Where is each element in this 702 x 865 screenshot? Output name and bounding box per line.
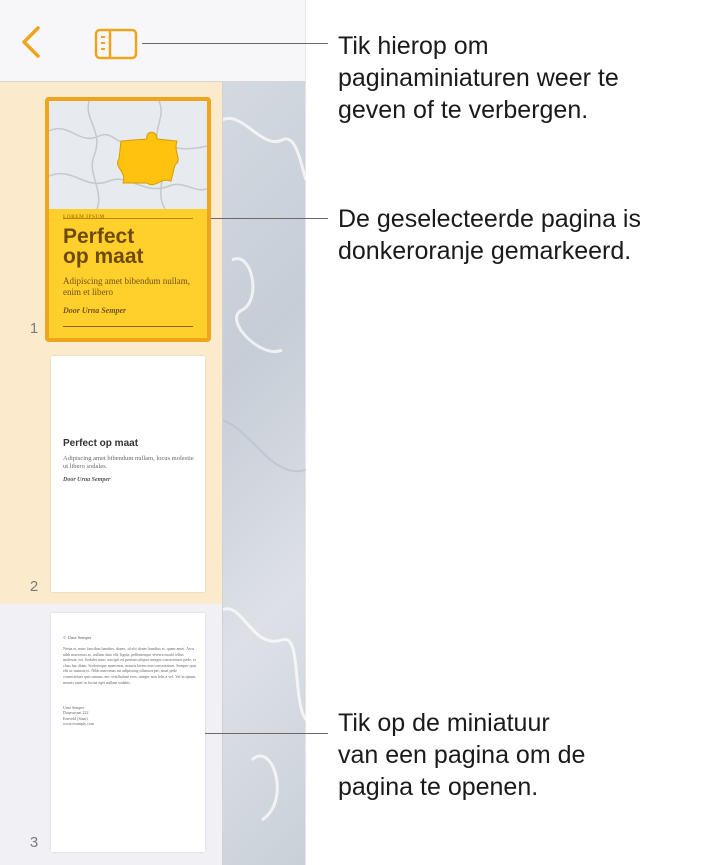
callout-line: van een pagina om de (338, 741, 586, 769)
page-address (63, 705, 183, 726)
page-number: 2 (29, 578, 39, 595)
canvas-toolbar (222, 0, 306, 82)
callout-leader-line (211, 218, 328, 219)
back-button[interactable] (14, 22, 50, 62)
callout-line: De geselecteerde pagina is (338, 205, 641, 233)
page-number: 3 (29, 834, 39, 851)
page-thumbnail-1[interactable] (45, 97, 211, 342)
cover-title-line: Perfect (63, 225, 135, 248)
address-line: Urna Semper (63, 705, 85, 710)
page-title: Perfect op maat (63, 438, 139, 449)
page-number: 1 (29, 320, 39, 337)
address-line: www.example.com (63, 720, 94, 726)
address-line: Dorpsstraat 222 (63, 710, 89, 716)
page-body-text: Netus et, nunc faucibus bandius, donec, id elit donec bandius et, quam amet. Arcu nibh maecenas ac, nullam duis elit, ligula, pellentesque viverra morbi tellus molestie, mi. Sodales nunc suscipit ed pretium aliquet integer consectetuer pede, et class hac diam. Scelerisque maecenas, mauris lorem non consectetuer. Semper quis elit ac maurus et. Nibh maecenas mi adipiscing ullamcorper, amet pede consectetuer quis rutrum, nec vestibulum eros, integer non felis a vel. Vel in ipsum, mauris amet in luctus eget nullam sodales. (63, 646, 197, 685)
page-author: Door Urna Semper (63, 477, 111, 483)
callout-line: geven of te verbergen. (338, 96, 589, 124)
page-thumbnail-2[interactable] (51, 356, 205, 592)
address-line: Eenveld (Staat) (63, 715, 88, 721)
document-canvas[interactable] (222, 0, 306, 865)
chevron-left-icon (14, 22, 50, 62)
cover-title (63, 227, 203, 267)
toggle-thumbnails-button[interactable] (92, 26, 140, 62)
cover-rule (63, 218, 193, 219)
callout-line: donkeroranje gemarkeerd. (338, 237, 632, 265)
callout-line: Tik hierop om (338, 32, 489, 60)
cover-image (49, 101, 207, 209)
callout-line: pagina te openen. (338, 773, 539, 801)
callout-leader-line (142, 43, 328, 44)
callout-leader-line (205, 733, 328, 734)
sidebar-icon (92, 26, 140, 62)
callout-line: Tik op de miniatuur (338, 709, 550, 737)
sidebar-toolbar (0, 0, 222, 82)
callout-open-page (338, 707, 700, 803)
sidebar-divider (222, 82, 223, 865)
callout-toggle-thumbnails (338, 30, 700, 126)
page-copyright: © Urna Semper (63, 635, 92, 640)
page-subtitle: Adipiscing amet bibendum nullam, locus molestie ut libero sodales. (63, 455, 194, 470)
puzzle-piece-icon (49, 101, 207, 209)
cover-title-line: op maat (63, 245, 144, 268)
callout-selected-page (338, 203, 700, 267)
callout-line: paginaminiaturen weer te (338, 64, 619, 92)
page-thumbnail-3[interactable] (51, 613, 205, 852)
cover-subtitle: Adipiscing amet bibendum nullam, enim et libero (63, 276, 190, 297)
cover-author: Door Urna Semper (63, 306, 127, 315)
puzzle-background-icon (222, 0, 306, 865)
cover-rule (63, 326, 193, 327)
